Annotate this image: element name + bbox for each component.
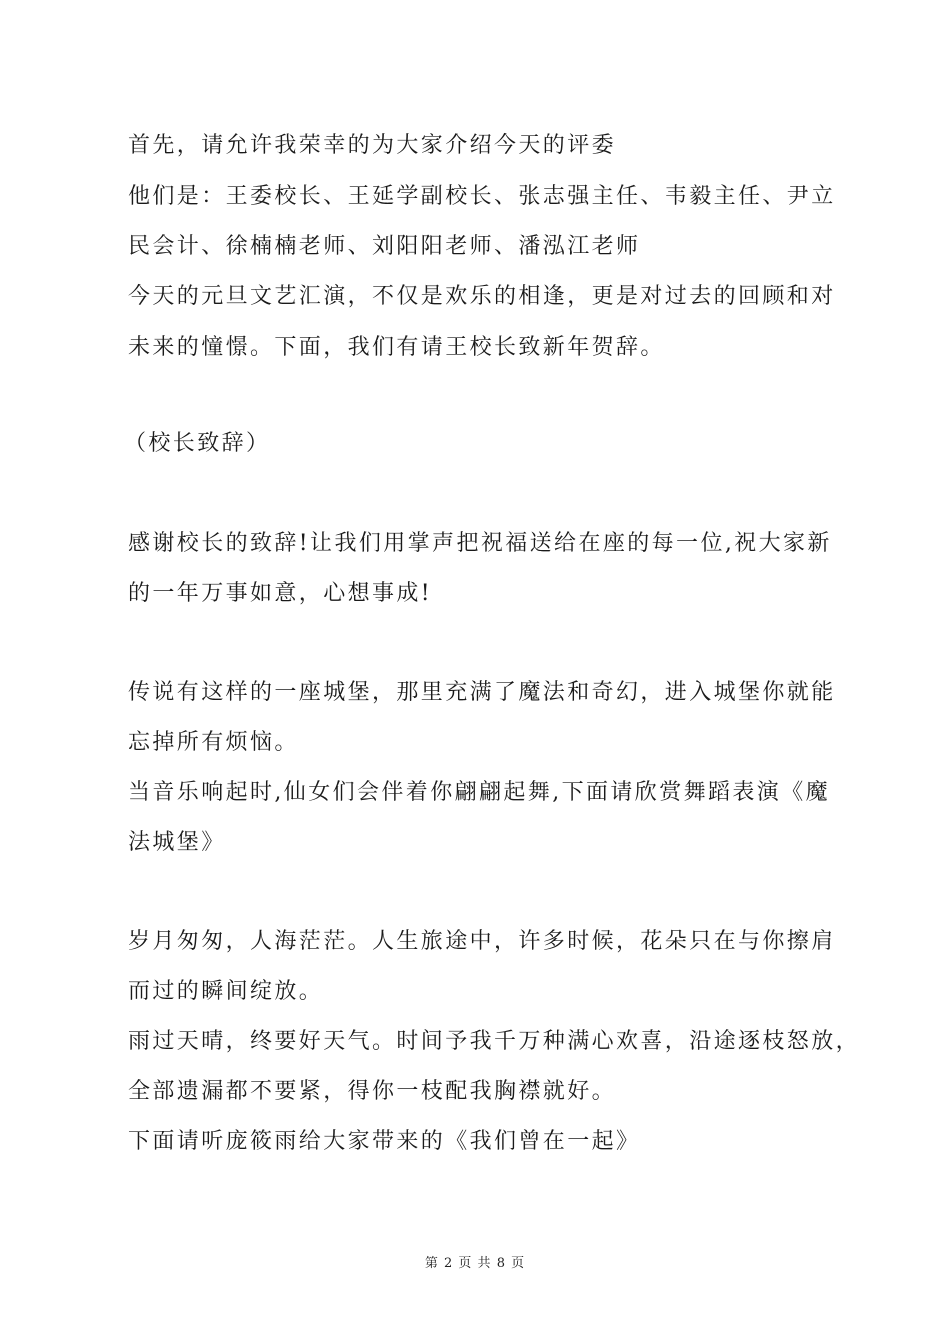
text-line: 感谢校长的致辞!让我们用掌声把祝福送给在座的每一位,祝大家新 xyxy=(128,531,832,556)
text-line: 首先，请允许我荣幸的为大家介绍今天的评委 xyxy=(128,133,617,158)
page-number: 第 2 页 共 8 页 xyxy=(424,1256,526,1271)
text-line: 而过的瞬间绽放。 xyxy=(128,979,324,1004)
text-line: 岁月匆匆，人海茫茫。人生旅途中，许多时候，花朵只在与你擦肩 xyxy=(128,929,836,954)
text-line: 全部遗漏都不要紧，得你一枝配我胸襟就好。 xyxy=(128,1079,617,1104)
text-line: 当音乐响起时,仙女们会伴着你翩翩起舞,下面请欣赏舞蹈表演《魔 xyxy=(128,780,830,805)
text-line: 今天的元旦文艺汇演，不仅是欢乐的相逢，更是对过去的回顾和对 xyxy=(128,284,836,309)
text-line: 民会计、徐楠楠老师、刘阳阳老师、潘泓江老师 xyxy=(128,234,641,259)
text-line: 下面请听庞筱雨给大家带来的《我们曾在一起》 xyxy=(128,1129,641,1154)
text-line: 他们是：王委校长、王延学副校长、张志强主任、韦毅主任、尹立 xyxy=(128,184,836,209)
text-line: 传说有这样的一座城堡，那里充满了魔法和奇幻，进入城堡你就能 xyxy=(128,680,836,705)
text-line: 的一年万事如意，心想事成! xyxy=(128,581,433,606)
text-line: 法城堡》 xyxy=(128,830,226,855)
text-line: 未来的憧憬。下面，我们有请王校长致新年贺辞。 xyxy=(128,335,665,360)
text-line: 忘掉所有烦恼。 xyxy=(128,730,299,755)
text-line: 雨过天晴，终要好天气。时间予我千万种满心欢喜，沿途逐枝怒放， xyxy=(128,1029,861,1054)
text-line: （校长致辞） xyxy=(124,431,271,456)
